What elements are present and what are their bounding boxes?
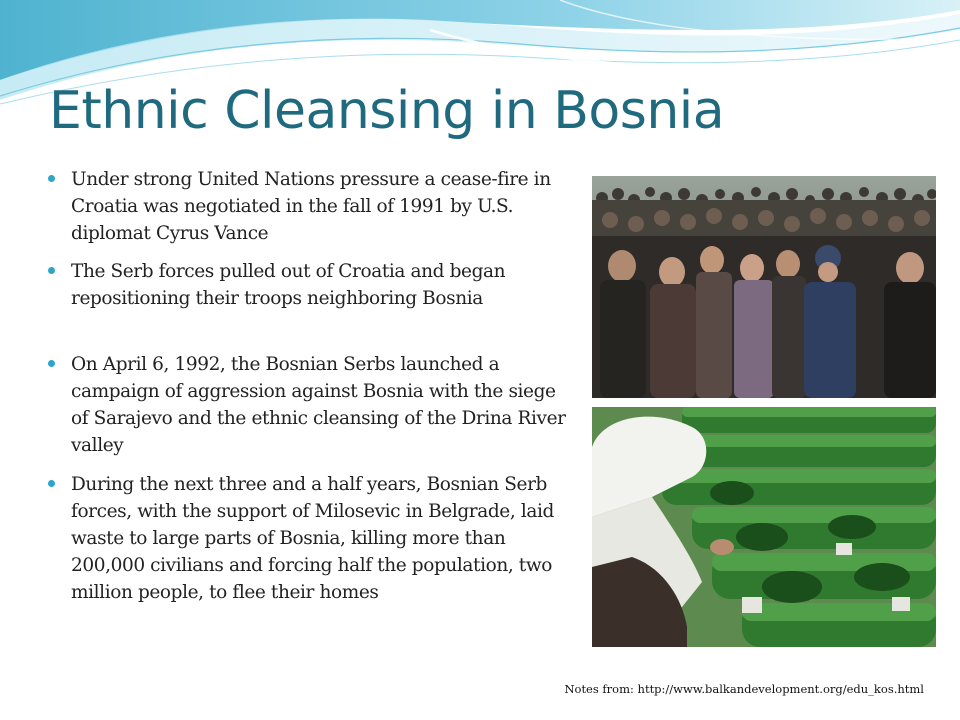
bullet-dot-icon <box>48 175 55 182</box>
bullet-item <box>48 351 578 459</box>
srebrenica-coffins-photo <box>592 407 936 647</box>
bullet-text: On April 6, 1992, the Bosnian Serbs launched a campaign of aggression against Bosnia with the siege of Sarajevo and the ethnic cleansing of the Drina River valley <box>71 354 566 456</box>
bullet-dot-icon <box>48 480 55 487</box>
bullet-text: During the next three and a half years, Bosnian Serb forces, with the support of Milosevic in Belgrade, laid waste to large parts of Bosnia, killing more than 200,000 civilians and forcing half the population, two million people, to flee their homes <box>71 474 554 603</box>
bullet-item <box>48 166 578 247</box>
bullet-item <box>48 471 578 606</box>
bullet-dot-icon <box>48 360 55 367</box>
refugee-crowd-photo <box>592 176 936 398</box>
slide-title: Ethnic Cleansing in Bosnia <box>49 81 725 141</box>
bullet-dot-icon <box>48 267 55 274</box>
source-note: Notes from: http://www.balkandevelopment.org/edu_kos.html <box>564 682 924 696</box>
bullet-item <box>48 258 578 312</box>
bullet-text: The Serb forces pulled out of Croatia and began repositioning their troops neighboring Bosnia <box>71 261 506 309</box>
bullet-text: Under strong United Nations pressure a cease-fire in Croatia was negotiated in the fall of 1991 by U.S. diplomat Cyrus Vance <box>71 169 551 244</box>
